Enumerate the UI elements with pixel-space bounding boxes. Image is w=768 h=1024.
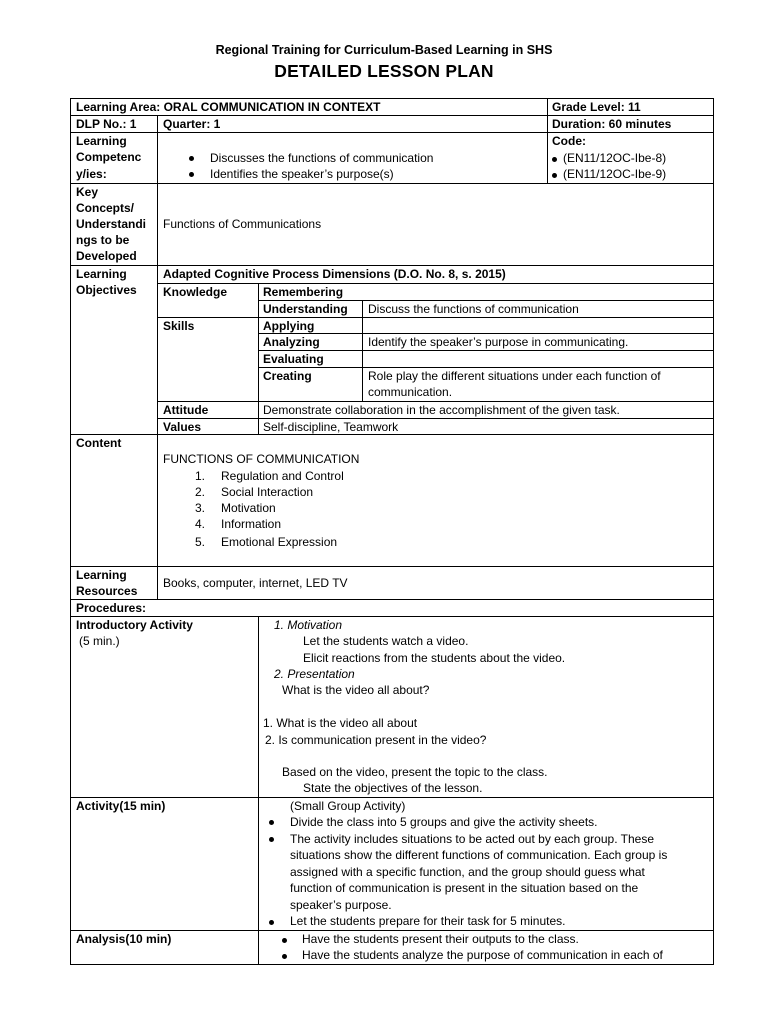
intro-line: Let the students watch a video.: [303, 634, 469, 648]
creating-objective-line: Role play the different situations under each function of: [368, 369, 661, 383]
content-label: Content: [76, 436, 122, 450]
competency-label-line: y/ies:: [76, 167, 107, 181]
resources-value: Books, computer, internet, LED TV: [163, 576, 348, 590]
analysis-label: Analysis(10 min): [76, 932, 172, 946]
content-item: Motivation: [221, 501, 276, 515]
level-evaluating: Evaluating: [263, 352, 324, 366]
attitude-objective: Demonstrate collaboration in the accomplishment of the given task.: [263, 403, 620, 417]
content-item: Emotional Expression: [221, 535, 338, 549]
intro-line: What is the video all about?: [282, 683, 430, 697]
intro-duration: (5 min.): [79, 634, 120, 648]
intro-line: State the objectives of the lesson.: [303, 781, 483, 795]
objectives-header: Adapted Cognitive Process Dimensions (D.O. No. 8, s. 2015): [163, 267, 506, 281]
intro-line: Elicit reactions from the students about the video.: [303, 651, 566, 665]
activity-label: Activity(15 min): [76, 799, 166, 813]
key-concepts-label-line: Developed: [76, 249, 137, 263]
competency-item: Discusses the functions of communication: [210, 151, 434, 165]
procedures-label: Procedures:: [76, 601, 147, 615]
bullet-icon: [269, 920, 274, 925]
competency-label-line: Learning: [76, 134, 127, 148]
document-subtitle: Regional Training for Curriculum-Based Learning in SHS: [215, 43, 553, 57]
quarter: Quarter: 1: [163, 117, 221, 131]
key-concepts-value: Functions of Communications: [163, 217, 322, 231]
content-item-number: 1.: [195, 469, 206, 483]
grade-level: Grade Level: 11: [552, 100, 641, 114]
learning-area: Learning Area: ORAL COMMUNICATION IN CONTEXT: [76, 100, 381, 114]
analyzing-objective: Identify the speaker’s purpose in communicating.: [368, 335, 629, 349]
activity-line: (Small Group Activity): [290, 799, 406, 813]
resources-label-line: Learning: [76, 568, 127, 582]
bullet-icon: [282, 938, 287, 943]
content-item: Information: [221, 517, 282, 531]
content-heading: FUNCTIONS OF COMMUNICATION: [163, 452, 360, 466]
activity-line: assigned with a specific function, and the group should guess what: [290, 865, 645, 879]
values-objective: Self-discipline, Teamwork: [263, 420, 399, 434]
intro-line: Based on the video, present the topic to the class.: [282, 765, 548, 779]
domain-skills: Skills: [163, 319, 195, 333]
domain-knowledge: Knowledge: [163, 285, 228, 299]
intro-label: Introductory Activity: [76, 618, 193, 632]
intro-line: 2. Is communication present in the video?: [265, 733, 487, 747]
competency-item: Identifies the speaker’s purpose(s): [210, 167, 394, 181]
content-item-number: 3.: [195, 501, 206, 515]
bullet-icon: [282, 954, 287, 959]
activity-line: Divide the class into 5 groups and give the activity sheets.: [290, 815, 598, 829]
activity-line: situations show the different functions of communication. Each group is: [290, 848, 668, 862]
key-concepts-label-line: ngs to be: [76, 233, 130, 247]
understanding-objective: Discuss the functions of communication: [368, 302, 579, 316]
bullet-icon: [269, 837, 274, 842]
activity-line: The activity includes situations to be acted out by each group. These: [290, 832, 654, 846]
content-item: Regulation and Control: [221, 469, 344, 483]
competency-code: (EN11/12OC-Ibe-9): [563, 167, 667, 181]
creating-objective-line: communication.: [368, 385, 453, 399]
level-remembering: Remembering: [263, 285, 344, 299]
bullet-icon: [189, 172, 194, 177]
activity-line: Let the students prepare for their task for 5 minutes.: [290, 914, 566, 928]
bullet-icon: [552, 173, 557, 178]
content-item: Social Interaction: [221, 485, 314, 499]
content-item-number: 2.: [195, 485, 206, 499]
activity-line: function of communication is present in the situation based on the: [290, 881, 639, 895]
intro-line: 1. What is the video all about: [263, 716, 418, 730]
analysis-line: Have the students present their outputs to the class.: [302, 932, 579, 946]
domain-attitude: Attitude: [163, 403, 209, 417]
intro-step-heading: 1. Motivation: [274, 618, 343, 632]
domain-values: Values: [163, 420, 202, 434]
key-concepts-label-line: Concepts/: [76, 201, 135, 215]
document-title: DETAILED LESSON PLAN: [274, 61, 494, 81]
level-applying: Applying: [263, 319, 315, 333]
activity-line: speaker’s purpose.: [290, 898, 392, 912]
code-label: Code:: [552, 134, 586, 148]
objectives-label-line: Learning: [76, 267, 127, 281]
competency-code: (EN11/12OC-Ibe-8): [563, 151, 667, 165]
key-concepts-label-line: Key: [76, 185, 99, 199]
level-creating: Creating: [263, 369, 312, 383]
duration: Duration: 60 minutes: [552, 117, 672, 131]
bullet-icon: [269, 820, 274, 825]
resources-label-line: Resources: [76, 584, 138, 598]
objectives-label-line: Objectives: [76, 283, 137, 297]
content-item-number: 5.: [195, 535, 206, 549]
content-item-number: 4.: [195, 517, 206, 531]
competency-label-line: Competenc: [76, 150, 142, 164]
dlp-number: DLP No.: 1: [76, 117, 137, 131]
level-understanding: Understanding: [263, 302, 348, 316]
key-concepts-label-line: Understandi: [76, 217, 147, 231]
bullet-icon: [552, 157, 557, 162]
bullet-icon: [189, 156, 194, 161]
level-analyzing: Analyzing: [263, 335, 320, 349]
intro-step-heading: 2. Presentation: [274, 667, 355, 681]
analysis-line: Have the students analyze the purpose of communication in each of: [302, 948, 663, 962]
